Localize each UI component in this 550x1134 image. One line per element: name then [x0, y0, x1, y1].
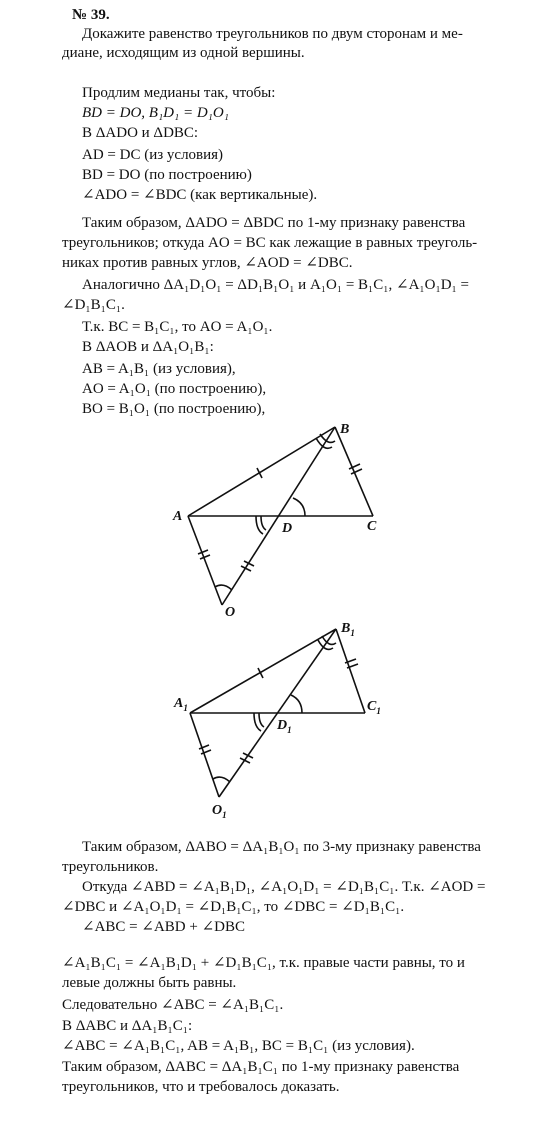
label-o: O	[225, 605, 236, 620]
figure-1	[188, 427, 373, 605]
proof-line: треугольников.	[62, 859, 159, 875]
proof-line: ∠ABC = ∠ABD + ∠DBC	[82, 919, 245, 935]
proof-line: Таким образом, ΔADO = ΔBDC по 1-му признаку равенства	[82, 215, 466, 231]
label-a: A	[173, 509, 183, 524]
proof-line: левые должны быть равны.	[62, 975, 237, 991]
proof-line: AD = DC (из условия)	[82, 147, 224, 163]
proof-line: Откуда ∠ABD = ∠A₁B₁D₁, ∠A₁O₁D₁ = ∠D₁B₁C₁. Т.к. ∠AOD =	[82, 879, 486, 895]
proof-line: BD = DO, B₁D₁ = D₁O₁	[82, 105, 229, 121]
angle-ado-arc-2	[261, 516, 266, 530]
label-b1: $B_1$	[341, 621, 355, 638]
label-c1: $C_1$	[367, 699, 381, 716]
proof-line: BD = DO (по построению)	[82, 167, 252, 183]
segment-bc	[335, 427, 373, 516]
proof-line: Т.к. BC = B₁C₁, то AO = A₁O₁.	[82, 319, 273, 335]
proof-line: ∠A₁B₁C₁ = ∠A₁B₁D₁ + ∠D₁B₁C₁, т.к. правые части равны, то и	[62, 955, 465, 971]
segment-ab	[188, 427, 335, 516]
angle-b1d1c1-arc	[291, 695, 302, 713]
proof-line: Таким образом, ΔABC = ΔA₁B₁C₁ по 1-му признаку равенства	[62, 1059, 460, 1075]
proof-line: Продлим медианы так, чтобы:	[82, 85, 276, 101]
proof-line: ∠ABC = ∠A₁B₁C₁, AB = A₁B₁, BC = B₁C₁ (из условия).	[62, 1038, 415, 1054]
segment-ao	[188, 516, 222, 605]
label-o1: $O_1$	[212, 803, 227, 820]
segment-a1b1	[190, 629, 336, 713]
proof-line: ∠DBC и ∠A₁O₁D₁ = ∠D₁B₁C₁, то ∠DBC = ∠D₁B₁C₁.	[62, 899, 405, 915]
angle-aod-arc	[215, 585, 232, 590]
problem-statement-line-2: диане, исходящим из одной вершины.	[62, 45, 305, 61]
angle-bdc-arc	[293, 498, 305, 516]
proof-line: никах против равных углов, ∠AOD = ∠DBC.	[62, 255, 353, 271]
tick-d1o1-2	[243, 753, 253, 758]
label-d: D	[282, 521, 293, 536]
proof-line: AO = A₁O₁ (по построению),	[82, 381, 267, 397]
proof-line: Следовательно ∠ABC = ∠A₁B₁C₁.	[62, 997, 284, 1013]
segment-a1o1	[190, 713, 219, 797]
problem-statement-line-1: Докажите равенство треугольников по двум сторонам и ме-	[82, 26, 463, 42]
proof-line: треугольников; откуда AO = BC как лежащие в равных треуголь-	[62, 235, 478, 251]
proof-line: ∠ADO = ∠BDC (как вертикальные).	[82, 187, 318, 203]
label-d1: $D_1$	[277, 718, 292, 735]
proof-line: В ΔABC и ΔA₁B₁C₁:	[62, 1018, 193, 1034]
proof-line: AB = A₁B₁ (из условия),	[82, 361, 236, 377]
label-c: C	[367, 519, 377, 534]
problem-number: № 39.	[72, 7, 110, 23]
proof-line: В ΔADO и ΔDBC:	[82, 125, 199, 141]
figure-2	[190, 629, 365, 797]
proof-line: BO = B₁O₁ (по построению),	[82, 401, 266, 417]
label-a1: $A_1$	[174, 696, 188, 713]
proof-line: треугольников, что и требовалось доказать.	[62, 1079, 340, 1095]
angle-a1d1o1-arc-2	[259, 713, 264, 727]
segment-b1c1	[336, 629, 365, 713]
proof-line: Аналогично ΔA₁D₁O₁ = ΔD₁B₁O₁ и A₁O₁ = B₁C₁, ∠A₁O₁D₁ =	[82, 277, 469, 293]
angle-a1o1d1-arc	[213, 777, 230, 782]
label-b: B	[340, 422, 350, 437]
proof-line: Таким образом, ΔABO = ΔA₁B₁O₁ по 3-му признаку равенства	[82, 839, 481, 855]
proof-line: В ΔAOB и ΔA₁O₁B₁:	[82, 339, 214, 355]
proof-line: ∠D₁B₁C₁.	[62, 297, 125, 313]
